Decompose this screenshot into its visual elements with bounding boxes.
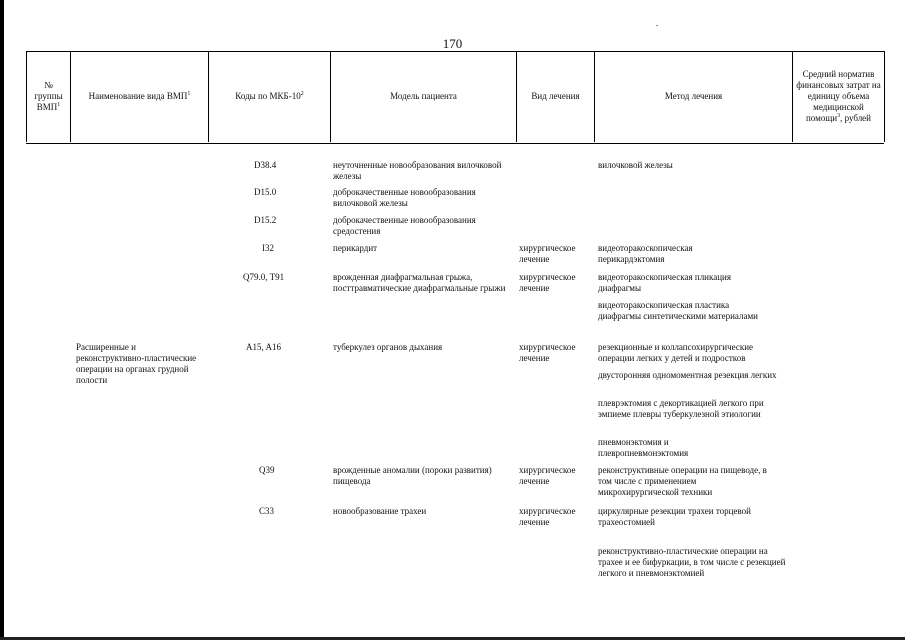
header-treatment-method: Метод лечения bbox=[664, 91, 723, 101]
treatment-method: видеоторакоскопическая пластика диафрагмы синтетическими материалами bbox=[598, 300, 758, 321]
treatment-type: хирургическое лечение bbox=[519, 506, 576, 527]
treatment-method: вилочковой железы bbox=[598, 160, 673, 170]
patient-model: врожденные аномалии (пороки развития) пищевода bbox=[333, 465, 492, 486]
treatment-method: двусторонняя одномоментная резекция легких bbox=[598, 370, 777, 380]
treatment-method: видеоторакоскопическая перикардэктомия bbox=[598, 243, 693, 264]
patient-model: доброкачественные новообразования средостения bbox=[333, 215, 476, 236]
treatment-method: плеврэктомия с декортикацией легкого при эмпиеме плевры туберкулезной этиологии bbox=[598, 398, 764, 419]
treatment-type: хирургическое лечение bbox=[519, 272, 576, 293]
treatment-type: хирургическое лечение bbox=[519, 465, 576, 486]
header-treatment-type: Вид лечения bbox=[531, 91, 580, 101]
icd-code: Q39 bbox=[259, 465, 275, 475]
patient-model: неуточненные новообразования вилочковой железы bbox=[333, 160, 502, 181]
patient-model: доброкачественные новообразования вилочковой железы bbox=[333, 187, 476, 208]
treatment-method: резекционные и коллапсохирургические операции легких у детей и подростков bbox=[598, 342, 754, 363]
treatment-type: хирургическое лечение bbox=[519, 342, 576, 363]
scan-mark: . bbox=[656, 18, 659, 28]
treatment-method: пневмонэктомия и плевропневмонэктомия bbox=[598, 437, 689, 458]
patient-model: врожденная диафрагмальная грыжа, посттравматические диафрагмальные грыжи bbox=[333, 272, 506, 293]
icd-code: D38.4 bbox=[254, 160, 277, 170]
header-group-number: № группы ВМП$^1$ bbox=[34, 80, 63, 112]
treatment-method: реконструктивно-пластические операции на трахее и ее бифуркации, в том числе с резекцией легкого и пневмонэктомией bbox=[598, 546, 786, 578]
icd-code: Q79.0, T91 bbox=[243, 272, 285, 282]
header-cost-standard: Средний норматив финансовых затрат на единицу объема медицинской помощи$^3$, рублей bbox=[796, 69, 881, 123]
treatment-method: циркулярные резекции трахеи торцевой трахеостомией bbox=[598, 506, 751, 527]
header-vmp-name: Наименование вида ВМП$^1$ bbox=[88, 91, 191, 101]
patient-model: перикардит bbox=[333, 243, 378, 253]
icd-code: A15, A16 bbox=[246, 342, 282, 352]
page-number: 170 bbox=[442, 36, 463, 51]
header-divider bbox=[884, 51, 885, 142]
patient-model: новообразование трахеи bbox=[333, 506, 427, 516]
header-icd-codes: Коды по МКБ-$10^2$ bbox=[235, 91, 304, 101]
treatment-method: видеоторакоскопическая пликация диафрагмы bbox=[598, 272, 732, 293]
header-patient-model: Модель пациента bbox=[390, 91, 457, 101]
group-name: Расширенные и реконструктивно-пластические операции на органах грудной полости bbox=[76, 342, 197, 385]
scan-border-left bbox=[0, 0, 4, 640]
icd-code: D15.2 bbox=[254, 215, 277, 225]
treatment-method: реконструктивные операции на пищеводе, в том числе с применением микрохирургической техники bbox=[598, 465, 767, 497]
treatment-type: хирургическое лечение bbox=[519, 243, 576, 264]
patient-model: туберкулез органов дыхания bbox=[333, 342, 443, 352]
icd-code: C33 bbox=[259, 506, 275, 516]
icd-code: D15.0 bbox=[254, 187, 277, 197]
icd-code: I32 bbox=[262, 243, 274, 253]
